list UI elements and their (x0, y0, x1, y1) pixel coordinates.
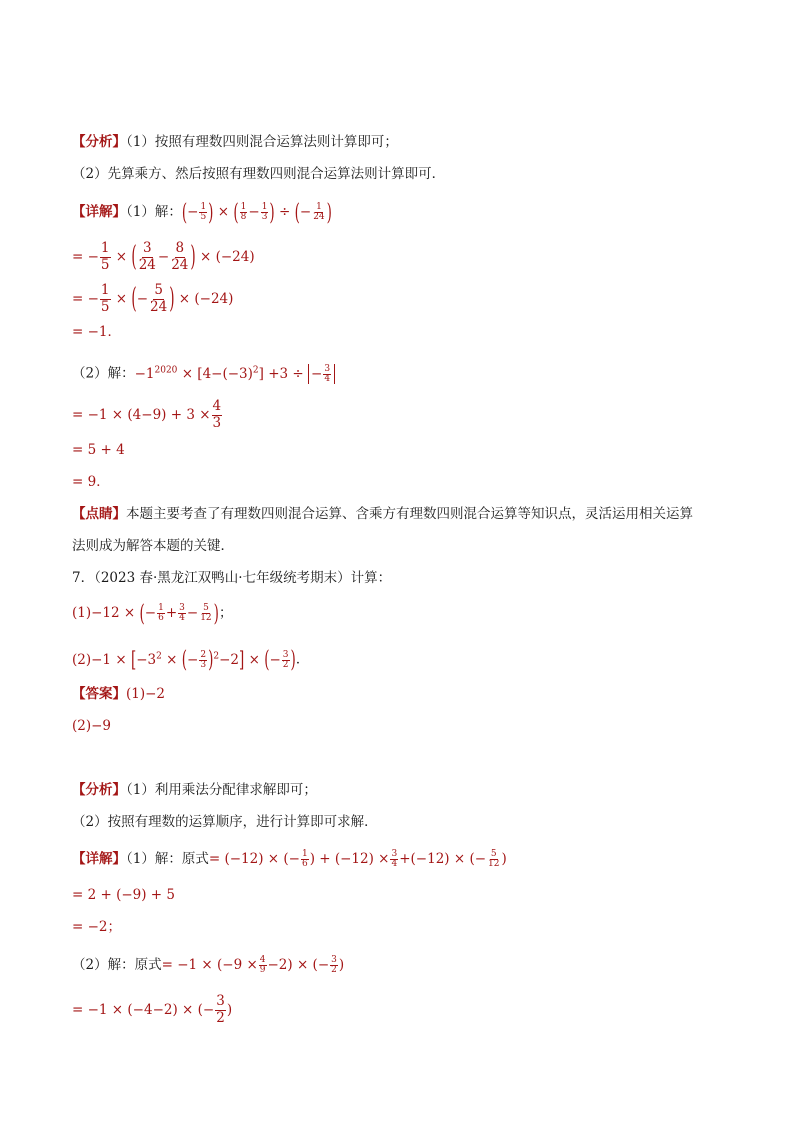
analysis-7-line1 (72, 780, 754, 800)
detail-label: （2）解：原式 (72, 957, 162, 973)
detail-6-result1: = −1． (72, 324, 122, 340)
analysis-7-line2 (72, 812, 754, 832)
comment-tag: 【点睛】 (72, 506, 126, 522)
problem-7-q1: (1)−12 × (− $\frac{1}{6}$ + $\frac{3}{4}$ − $\frac{5}{12}$ )； (72, 599, 233, 628)
math-expression: = − $\frac{1}{5}$ × (− $\frac{5}{24}$ ) × (−24) (72, 282, 234, 316)
answer-7-line1 (72, 684, 754, 704)
math-expression: (1)−12 × (− $\frac{1}{6}$ + $\frac{3}{4}$ − $\frac{5}{12}$ ) (72, 599, 219, 628)
analysis-text: （1）按照有理数四则混合运算法则计算即可； (126, 134, 398, 150)
math-expression: (− $\frac{1}{5}$ ) × ( $\frac{1}{8}$ − $\frac{1}{3}$ ) ÷ (− $\frac{1}{24}$ ) (181, 198, 332, 227)
problem-number: 7． (72, 570, 95, 586)
math-expression: $-1^{2020} \times [4-(-3)^2] +3$ ÷ − $\frac{3}{4}$ (135, 366, 335, 382)
detail-6-step3 (72, 284, 754, 314)
math-expression: = −1 × (−4−2) × (− $\frac{3}{2}$ ) (72, 993, 233, 1026)
problem-task: 计算： (350, 570, 392, 586)
detail-tag: 【详解】 (72, 851, 126, 867)
detail-6-result2: = 9． (72, 474, 110, 490)
answer-text: (1)−2 (126, 686, 166, 702)
detail-7-step2: = 2 + (−9) + 5 (72, 887, 176, 903)
detail-label: （2）解： (72, 365, 135, 382)
analysis-tag: 【分析】 (72, 782, 126, 798)
comment-text: 本题主要考查了有理数四则混合运算、含乘方有理数四则混合运算等知识点，灵活运用相关运算 (126, 506, 693, 522)
problem-source: （2023 春·黑龙江双鸭山·七年级统考期末） (94, 570, 351, 586)
comment-6-line2 (72, 536, 754, 556)
analysis-tag: 【分析】 (72, 134, 126, 150)
problem-7-header (72, 568, 754, 588)
detail-tag: 【详解】 (72, 204, 126, 220)
detail-label: （1）解：原式 (126, 851, 209, 867)
comment-6-line1 (72, 504, 754, 524)
detail-label: （1）解： (126, 204, 182, 220)
math-expression: = − $\frac{1}{5}$ × ( $\frac{3}{24}$ − $\frac{8}{24}$ ) × (−24) (72, 240, 255, 274)
answer-7-line2 (72, 716, 754, 736)
detail-6-line1 (72, 198, 754, 227)
problem-7-q2: $(2)-1 \times [-3^2$ × (− $\frac{2}{3}$ )$^2$−2] × (− $\frac{3}{2}$ )． (72, 646, 310, 674)
detail-7-line1 (72, 849, 754, 869)
comment-text: 法则成为解答本题的关键． (72, 538, 234, 554)
answer-text: (2)−9 (72, 718, 112, 734)
math-expression: = −1 × (4−9) + 3 × $\frac{4}{3}$ (72, 398, 222, 431)
detail-7-result1: = −2； (72, 919, 122, 935)
analysis-text: （2）先算乘方、然后按照有理数四则混合运算法则计算即可． (72, 166, 446, 182)
detail-6-step-b3: = 5 + 4 (72, 442, 125, 458)
analysis-6-line2 (72, 164, 754, 184)
detail-7-step-b2 (72, 995, 754, 1025)
analysis-text: （2）按照有理数的运算顺序，进行计算即可求解． (72, 814, 378, 830)
math-expression: $(2)-1 \times [-3^2$ × (− $\frac{2}{3}$ )$^2$−2] × (− $\frac{3}{2}$ ) (72, 646, 296, 674)
math-expression: = −1 × (−9 × $\frac{4}{9}$ −2) × (− $\frac{3}{2}$ ) (161, 955, 345, 975)
detail-6-step2 (72, 242, 754, 272)
detail-6-step-b2 (72, 400, 754, 430)
analysis-text: （1）利用乘法分配律求解即可； (126, 782, 317, 798)
detail-7-line2 (72, 955, 754, 975)
math-expression: = (−12) × (− $\frac{1}{6}$ ) + (−12) × $\frac{3}{4}$ +(−12) × (− $\frac{5}{12}$ ) (208, 849, 507, 869)
detail-6-line2 (72, 360, 754, 384)
analysis-6-line1 (72, 132, 754, 152)
answer-tag: 【答案】 (72, 686, 126, 702)
